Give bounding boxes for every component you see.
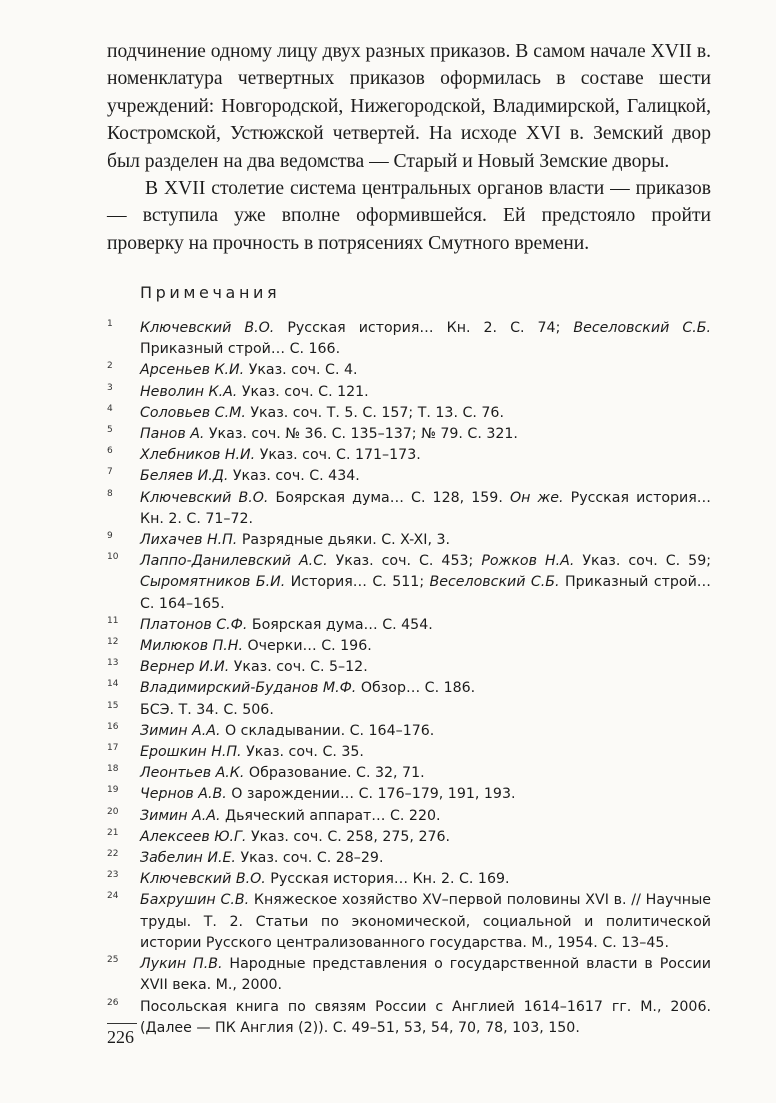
footnote-number: 2: [107, 361, 113, 372]
footnote-text: [140, 551, 711, 615]
footnote-citation: Указ. соч. С. 59;: [574, 553, 712, 570]
footnote-text: [140, 445, 711, 466]
footnote-text: [140, 636, 711, 657]
footnote: [107, 530, 711, 551]
footnote-citation: Разрядные дьяки. С. X-XI, 3.: [237, 532, 451, 549]
footnote: [107, 700, 711, 721]
footnote-number: 12: [107, 637, 119, 648]
footnote-number: 20: [107, 806, 119, 817]
footnote-text: [140, 784, 711, 805]
footnote-citation: Указ. соч. С. 28–29.: [235, 850, 384, 867]
footnote-author: Хлебников Н.И.: [140, 447, 256, 464]
footnote-citation: Указ. соч. С. 5–12.: [229, 659, 368, 676]
footnote-number: 19: [107, 785, 119, 796]
footnote-text: [140, 360, 711, 381]
footnote-citation: Указ. соч. С. 171–173.: [255, 447, 421, 464]
footnote-author: Лаппо-Данилевский А.С.: [140, 553, 328, 570]
footnote-text: [140, 318, 711, 360]
footnote-text: [140, 827, 711, 848]
footnote: [107, 466, 711, 487]
footnote-author: Веселовский С.Б.: [573, 320, 711, 336]
footnote-number: 25: [107, 955, 119, 966]
footnote-author: Веселовский С.Б.: [429, 574, 560, 591]
footnote-number: 16: [107, 721, 119, 732]
footnote-citation: Образование. С. 32, 71.: [244, 765, 425, 782]
footnote-number: 18: [107, 764, 119, 775]
footnote: [107, 636, 711, 657]
footnote-number: 4: [107, 403, 113, 414]
page-number: 226: [107, 1027, 134, 1047]
footnote-citation: Приказный строй… С. 164–165.: [140, 574, 711, 612]
footnote-citation: Указ. соч. Т. 5. С. 157; Т. 13. С. 76.: [245, 404, 504, 421]
footnote: [107, 827, 711, 848]
footnote-text: [140, 700, 711, 721]
footnote: [107, 424, 711, 445]
footnote-number: 21: [107, 827, 119, 838]
footnote-citation: Народные представления о государственной власти в России XVII века. М., 2000.: [140, 956, 711, 994]
footnote: [107, 848, 711, 869]
footnote-number: 11: [107, 615, 119, 626]
footnote-number: 22: [107, 849, 119, 860]
footnote-number: 3: [107, 382, 113, 393]
footnote: [107, 445, 711, 466]
footnote-citation: История… С. 511;: [285, 574, 430, 591]
footnote-author: Беляев И.Д.: [140, 468, 229, 485]
footnote-number: 13: [107, 658, 119, 669]
footnote-citation: Посольская книга по связям России с Англией 1614–1617 гг. М., 2006. (Далее — ПК Англия (2)). С. 49–51, 53, 54, 70, 78, 103, 150.: [140, 998, 711, 1036]
footnote-author: Чернов А.В.: [140, 786, 227, 803]
footer-rule: [107, 1023, 137, 1024]
footnote-author: Соловьев С.М.: [140, 404, 246, 421]
footnote-text: [140, 615, 711, 636]
footnote-author: Рожков Н.А.: [481, 553, 575, 570]
footnote-text: [140, 657, 711, 678]
footnote-citation: БСЭ. Т. 34. С. 506.: [140, 701, 274, 718]
footnote-citation: Указ. соч. С. 121.: [237, 383, 369, 400]
footnote-number: 24: [107, 891, 119, 902]
footnote-citation: Княжеское хозяйство XV–первой половины XVI в. // Научные труды. Т. 2. Статьи по экономической, социальной и политической истории Русского централизованного государства. М., 1954. С. 13–45.: [140, 892, 711, 951]
footnote-number: 15: [107, 700, 119, 711]
footnote: [107, 615, 711, 636]
footnote-citation: Указ. соч. С. 434.: [228, 468, 360, 485]
footnote: [107, 403, 711, 424]
footnote: [107, 890, 711, 954]
footnote: [107, 488, 711, 530]
footnote-number: 17: [107, 743, 119, 754]
footnote: [107, 806, 711, 827]
footnote: [107, 721, 711, 742]
footnote-text: [140, 742, 711, 763]
footnote-text: [140, 488, 711, 530]
footnote-text: [140, 466, 711, 487]
footnote-author: Платонов С.Ф.: [140, 616, 248, 633]
footnote-author: Ключевский В.О.: [140, 489, 269, 506]
footnote-author: Арсеньев К.И.: [140, 362, 245, 379]
footnote-author: Панов А.: [140, 426, 205, 443]
footnote-number: 9: [107, 531, 113, 542]
footnote-citation: Дьяческий аппарат… С. 220.: [220, 807, 441, 824]
footnote-text: [140, 424, 711, 445]
footnote-author: Ключевский В.О.: [140, 320, 275, 336]
footnote-number: 7: [107, 467, 113, 478]
footnote-number: 5: [107, 425, 113, 436]
footnote-number: 6: [107, 446, 113, 457]
footnote-citation: Указ. соч. С. 453;: [327, 553, 482, 570]
footnote-citation: Указ. соч. № 36. С. 135–137; № 79. С. 321.: [204, 426, 518, 443]
footnote-citation: Русская история… Кн. 2. С. 71–72.: [140, 489, 711, 527]
footnote-author: Зимин А.А.: [140, 722, 221, 739]
footnote-text: [140, 382, 711, 403]
footnote-author: Бахрушин С.В.: [140, 892, 250, 909]
footnote-text: [140, 763, 711, 784]
footnote-author: Владимирский-Буданов М.Ф.: [140, 680, 357, 697]
footnote-citation: Приказный строй… С. 166.: [140, 341, 341, 358]
footnote-text: [140, 403, 711, 424]
footnote-author: Вернер И.И.: [140, 659, 230, 676]
footnote-text: [140, 869, 711, 890]
footnote-author: Неволин К.А.: [140, 383, 238, 400]
notes-heading: Примечания: [140, 283, 281, 302]
footnote-author: Ключевский В.О.: [140, 871, 266, 888]
footnote-text: [140, 848, 711, 869]
footnote: [107, 551, 711, 615]
footnote-text: [140, 806, 711, 827]
footnote: [107, 784, 711, 805]
footnote-citation: Боярская дума… С. 128, 159.: [268, 489, 510, 506]
footnote-number: 1: [107, 319, 113, 329]
footnote-number: 23: [107, 870, 119, 881]
footnote-text: [140, 954, 711, 996]
footnote: [107, 678, 711, 699]
footnote-author: Ерошкин Н.П.: [140, 744, 242, 761]
footnote-author: Леонтьев А.К.: [140, 765, 245, 782]
footnote-number: 14: [107, 679, 119, 690]
footnote: [107, 763, 711, 784]
footnote: [107, 954, 711, 996]
footnote-text: [140, 530, 711, 551]
footnote-author: Он же.: [509, 489, 564, 506]
footnote: [107, 997, 711, 1039]
footnote-citation: Русская история… Кн. 2. С. 169.: [265, 871, 510, 888]
footnote: [107, 869, 711, 890]
footnote-author: Милюков П.Н.: [140, 638, 243, 655]
footnote-text: [140, 721, 711, 742]
footnote-text: [140, 678, 711, 699]
footnote: [107, 360, 711, 381]
footnote-number: 8: [107, 488, 113, 499]
footnote-author: Лукин П.В.: [140, 956, 223, 973]
footnote-author: Зимин А.А.: [140, 807, 221, 824]
footnote-citation: Русская история… Кн. 2. С. 74;: [274, 320, 574, 336]
footnote-citation: О складывании. С. 164–176.: [220, 722, 435, 739]
footnote-citation: Очерки… С. 196.: [242, 638, 372, 655]
footnote: [107, 657, 711, 678]
footnote-author: Сыромятников Б.И.: [140, 574, 286, 591]
footnote-citation: Указ. соч. С. 258, 275, 276.: [246, 828, 451, 845]
footnote-author: Лихачев Н.П.: [140, 532, 238, 549]
footnote-text: [140, 890, 711, 954]
footnote-citation: Боярская дума… С. 454.: [247, 616, 433, 633]
footnote-citation: О зарождении… С. 176–179, 191, 193.: [226, 786, 516, 803]
footnote-text: [140, 997, 711, 1039]
footnote-citation: Указ. соч. С. 35.: [241, 744, 364, 761]
paragraph-2: В XVII столетие система центральных органов власти — приказов — вступила уже вполне оформившейся. Ей предстояло пройти проверку на прочность в потрясениях Смутного времени.: [107, 178, 711, 254]
footnote-number: 26: [107, 997, 119, 1008]
footnote-author: Забелин И.Е.: [140, 850, 236, 867]
footnote-author: Алексеев Ю.Г.: [140, 828, 247, 845]
footnote-citation: Указ. соч. С. 4.: [244, 362, 358, 379]
paragraph-1: подчинение одному лицу двух разных приказов. В самом начале XVII в. номенклатура четвертных приказов оформилась в составе шести учреждений: Новгородской, Нижегородской, Владимирской, Галицкой, Костромской, Устюжской четвертей. На исходе XVI в. Земский двор был разделен на два ведомства — Старый и Новый Земские дворы.: [107, 41, 711, 172]
footnote-number: 10: [107, 552, 119, 563]
footnote: [107, 318, 711, 360]
footnote: [107, 742, 711, 763]
footnote-citation: Обзор… С. 186.: [356, 680, 476, 697]
footnote: [107, 382, 711, 403]
main-text: [107, 38, 711, 257]
notes-list: [107, 318, 711, 1039]
